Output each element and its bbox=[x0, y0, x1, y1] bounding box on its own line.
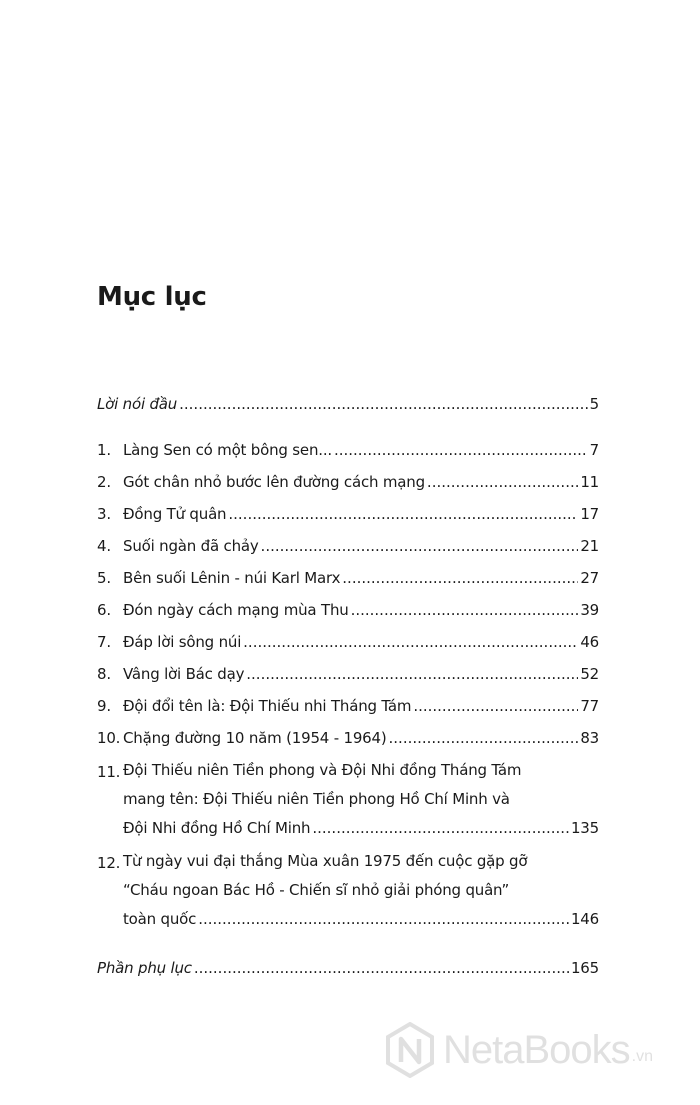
toc-entry-title: Phần phụ lục bbox=[97, 959, 192, 977]
toc-entry-title: Bên suối Lênin - núi Karl Marx bbox=[123, 569, 341, 587]
toc-entry-title-line: Đội Nhi đồng Hồ Chí Minh bbox=[123, 819, 311, 837]
toc-entry-title: Chặng đường 10 năm (1954 - 1964) bbox=[123, 729, 387, 747]
toc-page-number: 7 bbox=[589, 441, 599, 459]
toc-page-number: 11 bbox=[580, 473, 599, 491]
dot-leader bbox=[312, 814, 569, 843]
toc-page-number: 39 bbox=[580, 601, 599, 619]
toc-page-number: 21 bbox=[580, 537, 599, 555]
watermark-brand: NetaBooks bbox=[443, 1027, 630, 1072]
page-title: Mục lục bbox=[97, 282, 207, 312]
toc-entry-title-line: toàn quốc bbox=[123, 910, 197, 928]
toc-entry-9[interactable] bbox=[97, 690, 599, 722]
toc-entry-number: 6. bbox=[97, 601, 111, 619]
toc-page-number: 135 bbox=[570, 819, 599, 837]
toc-page-number: 83 bbox=[580, 729, 599, 747]
toc-page-number: 5 bbox=[589, 395, 599, 413]
toc-entry-title: Đáp lời sông núi bbox=[123, 633, 242, 651]
toc-entry-preface[interactable] bbox=[97, 388, 599, 420]
dot-leader bbox=[179, 388, 588, 420]
toc-entry-number: 12. bbox=[97, 854, 121, 872]
toc-entry-7[interactable] bbox=[97, 626, 599, 658]
toc-entry-title-line: “Cháu ngoan Bác Hồ - Chiến sĩ nhỏ giải phóng quân” bbox=[123, 881, 510, 899]
toc-page-number: 165 bbox=[570, 959, 599, 977]
dot-leader bbox=[261, 530, 579, 562]
dot-leader bbox=[228, 498, 578, 530]
toc-entry-title: Đón ngày cách mạng mùa Thu bbox=[123, 601, 349, 619]
toc-page-number: 17 bbox=[580, 505, 599, 523]
toc-entry-8[interactable] bbox=[97, 658, 599, 690]
toc-page-number: 46 bbox=[580, 633, 599, 651]
toc-entry-title: Đội đổi tên là: Đội Thiếu nhi Tháng Tám bbox=[123, 697, 412, 715]
toc-entry-title-line: Từ ngày vui đại thắng Mùa xuân 1975 đến cuộc gặp gỡ bbox=[123, 852, 528, 870]
toc-entry-number: 1. bbox=[97, 441, 111, 459]
toc-entry-title-line: mang tên: Đội Thiếu niên Tiền phong Hồ Chí Minh và bbox=[123, 790, 510, 808]
toc-page-number: 52 bbox=[580, 665, 599, 683]
toc-entry-11[interactable] bbox=[97, 754, 599, 845]
dot-leader bbox=[246, 658, 578, 690]
toc-entry-12[interactable] bbox=[97, 845, 599, 936]
toc-entry-title: Gót chân nhỏ bước lên đường cách mạng bbox=[123, 473, 425, 491]
toc-entry-10[interactable] bbox=[97, 722, 599, 754]
watermark-suffix: .vn bbox=[631, 1048, 654, 1065]
dot-leader bbox=[351, 594, 579, 626]
toc-entry-number: 11. bbox=[97, 763, 121, 781]
toc-entry-title: Vâng lời Bác dạy bbox=[123, 665, 245, 683]
toc-entry-6[interactable] bbox=[97, 594, 599, 626]
toc-entry-2[interactable] bbox=[97, 466, 599, 498]
dot-leader bbox=[198, 905, 569, 934]
dot-leader bbox=[194, 952, 569, 984]
toc-entry-title-line: Đội Thiếu niên Tiền phong và Đội Nhi đồng Tháng Tám bbox=[123, 761, 522, 779]
toc-entry-title: Lời nói đầu bbox=[97, 395, 178, 413]
toc-entry-title: Đồng Tử quân bbox=[123, 505, 227, 523]
dot-leader bbox=[334, 434, 588, 466]
toc-entry-number: 2. bbox=[97, 473, 111, 491]
toc-entry-title: Suối ngàn đã chảy bbox=[123, 537, 259, 555]
netabooks-logo-icon bbox=[385, 1022, 435, 1078]
toc-entry-appendix[interactable] bbox=[97, 952, 599, 984]
dot-leader bbox=[389, 722, 579, 754]
dot-leader bbox=[427, 466, 578, 498]
toc-entry-1[interactable] bbox=[97, 434, 599, 466]
toc-entry-number: 7. bbox=[97, 633, 111, 651]
toc-page-number: 27 bbox=[580, 569, 599, 587]
toc-entry-title: Làng Sen có một bông sen... bbox=[123, 441, 332, 459]
toc-entry-number: 10. bbox=[97, 729, 121, 747]
toc-page-number: 77 bbox=[580, 697, 599, 715]
watermark bbox=[385, 1020, 685, 1080]
dot-leader bbox=[342, 562, 578, 594]
toc-entry-4[interactable] bbox=[97, 530, 599, 562]
toc-entry-number: 4. bbox=[97, 537, 111, 555]
toc-page-number: 146 bbox=[570, 910, 599, 928]
toc-entry-number: 8. bbox=[97, 665, 111, 683]
dot-leader bbox=[413, 690, 578, 722]
toc-entry-number: 9. bbox=[97, 697, 111, 715]
table-of-contents bbox=[97, 388, 599, 984]
toc-entry-number: 3. bbox=[97, 505, 111, 523]
toc-entry-number: 5. bbox=[97, 569, 111, 587]
toc-entry-5[interactable] bbox=[97, 562, 599, 594]
dot-leader bbox=[243, 626, 578, 658]
toc-entry-3[interactable] bbox=[97, 498, 599, 530]
